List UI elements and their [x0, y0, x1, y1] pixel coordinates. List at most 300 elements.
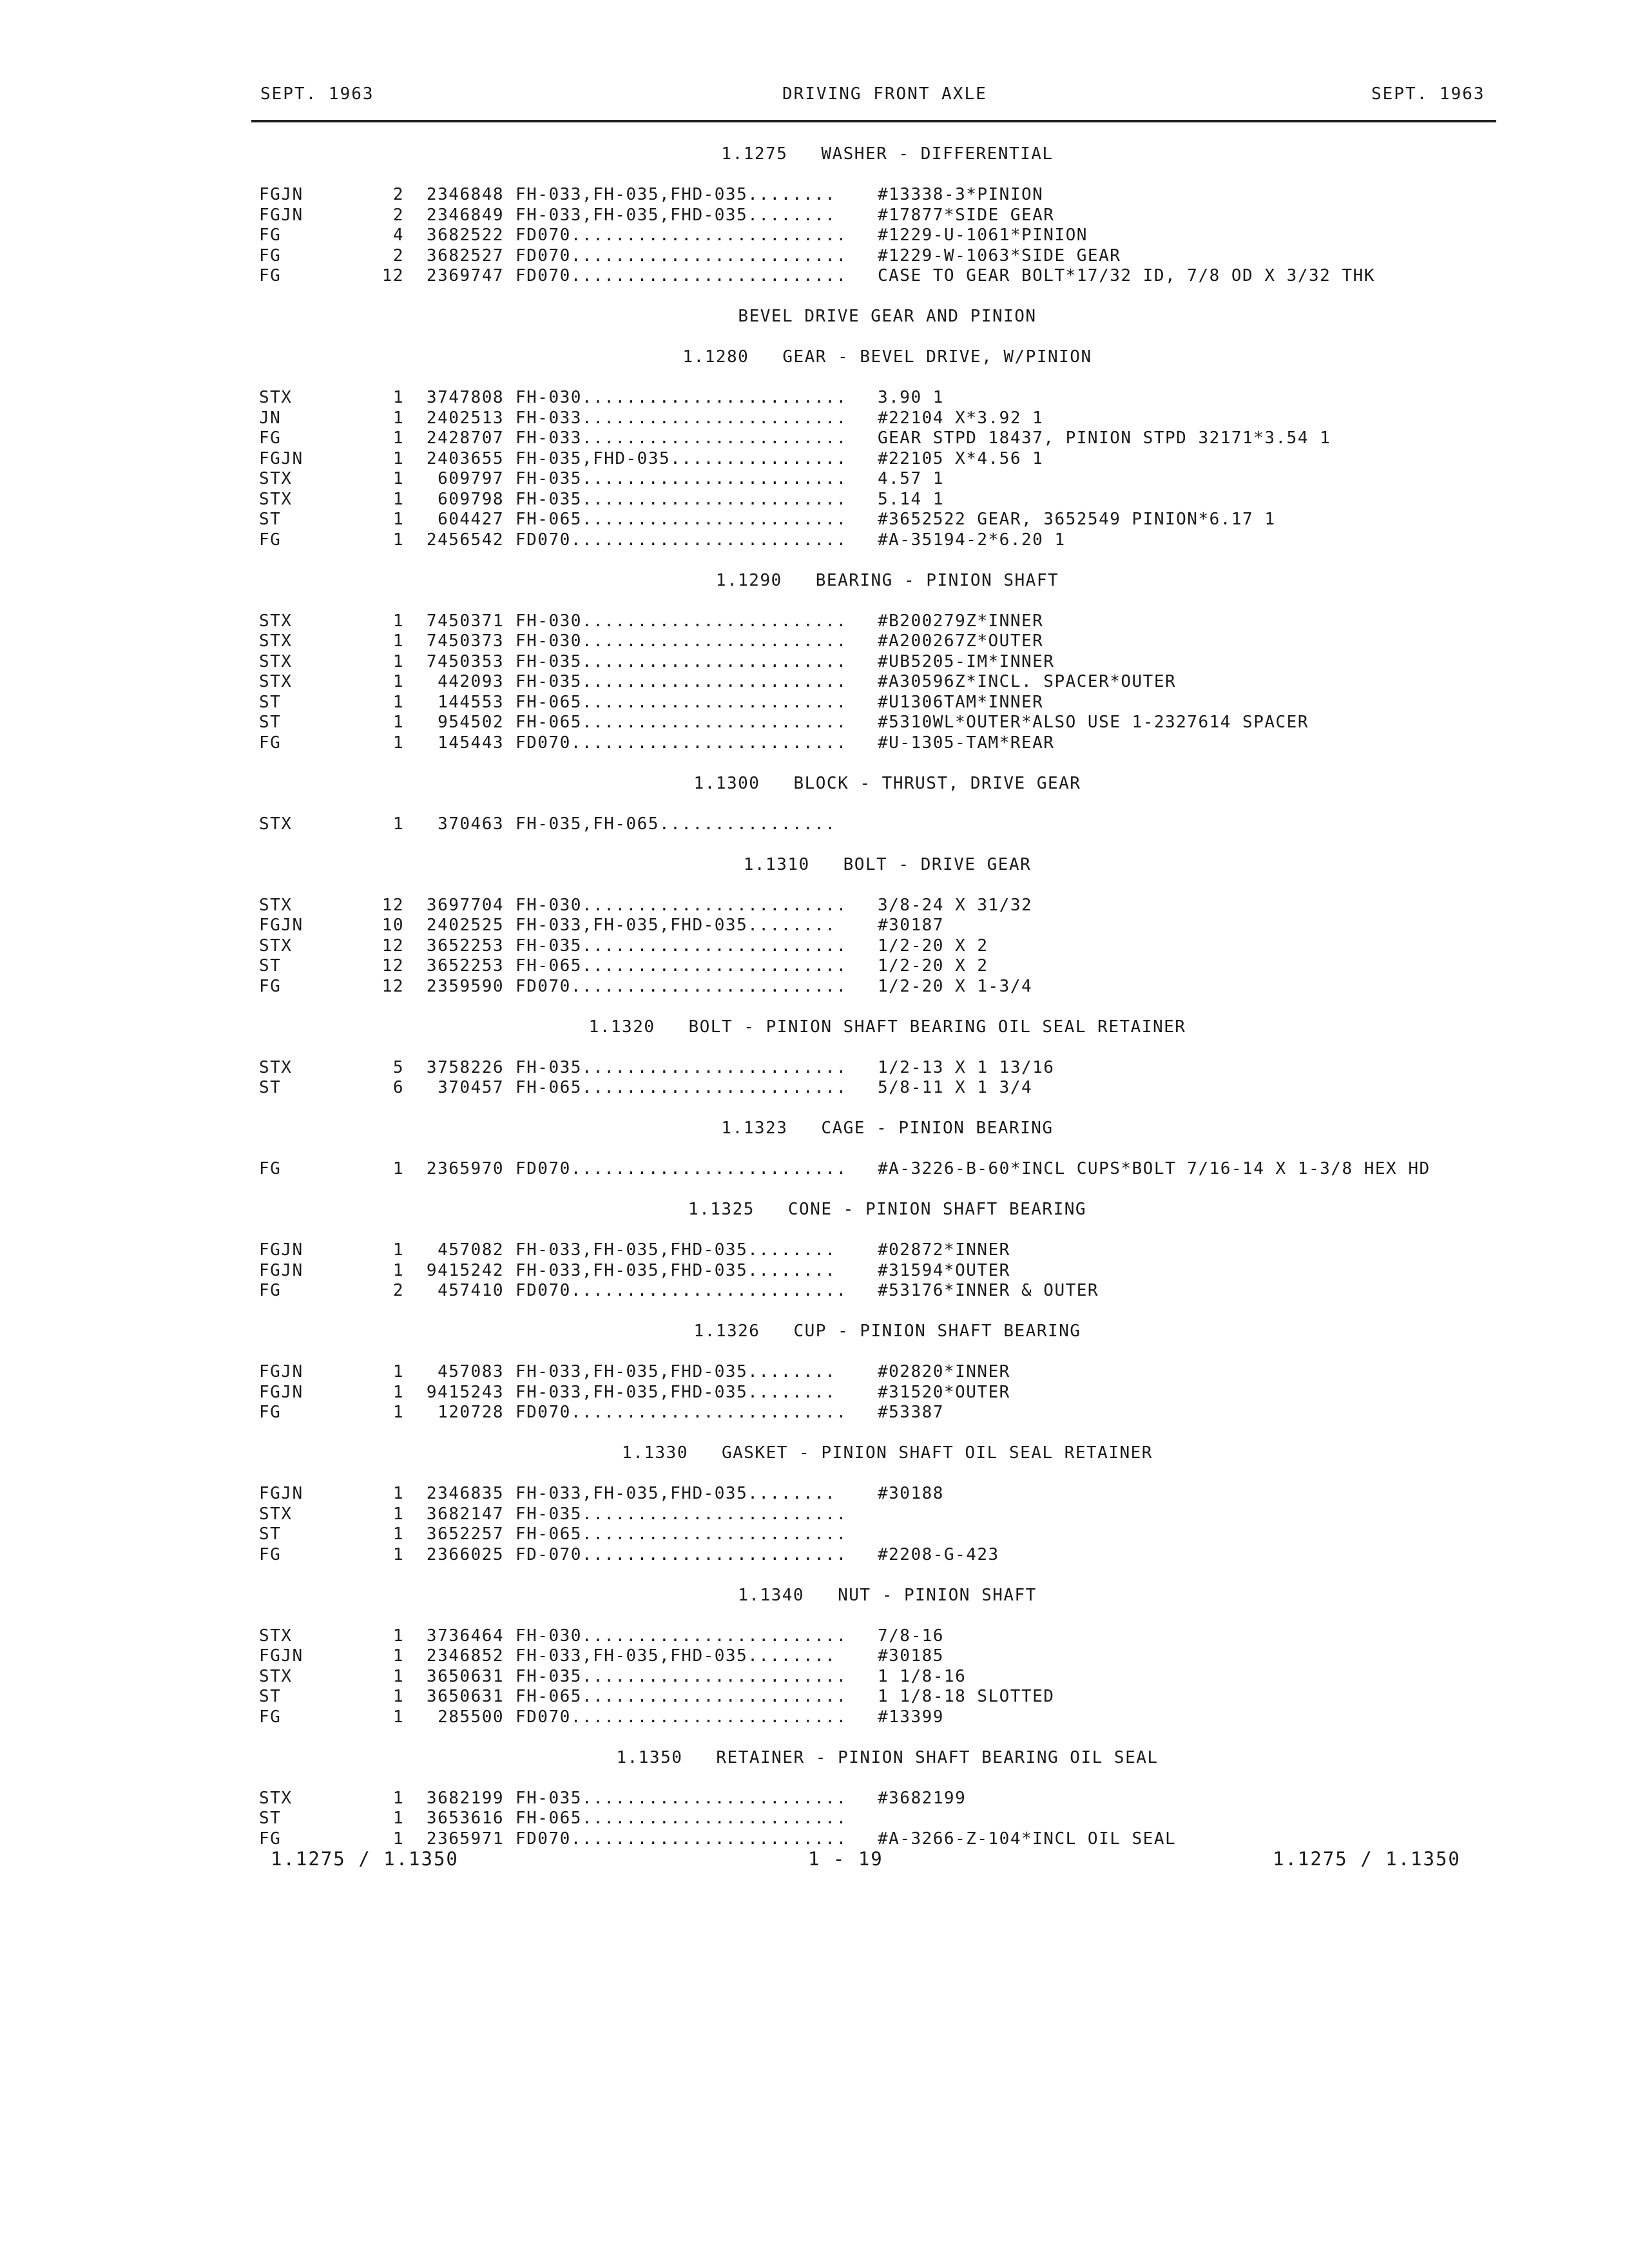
- section-title: CUP - PINION SHAFT BEARING: [793, 1321, 1081, 1341]
- model-list: FD-070........................: [516, 1544, 847, 1564]
- model-list: FH-033,FH-035,FHD-035........: [516, 1362, 836, 1381]
- model-list: FH-035........................: [516, 1666, 847, 1686]
- part-row: [259, 1707, 1496, 1728]
- model-list: FH-033,FH-035,FHD-035........: [516, 1646, 836, 1666]
- applicability-code: FGJN: [259, 1484, 304, 1503]
- section-heading: [259, 1017, 1226, 1038]
- quantity: 1: [392, 1707, 404, 1727]
- part-row: [259, 1261, 1496, 1282]
- model-list: FH-065........................: [516, 510, 847, 529]
- quantity: 1: [392, 1544, 404, 1564]
- part-number: 3697704: [426, 895, 504, 915]
- model-list: FD070.........................: [516, 226, 847, 245]
- part-row: [259, 956, 1496, 977]
- applicability-code: ST: [259, 956, 282, 975]
- part-number: 7450371: [426, 611, 504, 631]
- parts-list: [259, 144, 1496, 1870]
- quantity: 1: [392, 469, 404, 488]
- spacer: [259, 550, 1496, 571]
- header-date-left: SEPT. 1963: [260, 84, 374, 104]
- spacer: [259, 1302, 1496, 1322]
- part-number: 457083: [438, 1362, 504, 1381]
- model-list: FH-033........................: [516, 428, 847, 448]
- quantity: 1: [392, 1504, 404, 1524]
- header-rule: [251, 120, 1496, 122]
- description: #30187: [878, 916, 944, 935]
- description: #UB5205-IM*INNER: [878, 651, 1055, 671]
- spacer: [259, 1099, 1496, 1119]
- description: #A-3266-Z-104*INCL OIL SEAL: [878, 1829, 1177, 1849]
- part-row: [259, 388, 1496, 408]
- applicability-code: STX: [259, 1057, 293, 1077]
- quantity: 4: [392, 226, 404, 245]
- applicability-code: STX: [259, 1788, 293, 1808]
- applicability-code: STX: [259, 388, 293, 407]
- section-number: 1.1275: [721, 144, 788, 164]
- part-number: 3682527: [426, 245, 504, 265]
- description: #A200267Z*OUTER: [878, 631, 1044, 651]
- applicability-code: STX: [259, 672, 293, 691]
- quantity: 1: [392, 1403, 404, 1422]
- part-number: 2365971: [426, 1829, 504, 1849]
- applicability-code: STX: [259, 1666, 293, 1686]
- part-number: 604427: [438, 510, 504, 529]
- model-list: FH-033........................: [516, 408, 847, 428]
- applicability-code: FG: [259, 976, 282, 996]
- part-number: 3736464: [426, 1626, 504, 1646]
- part-row: [259, 1403, 1496, 1423]
- quantity: 12: [381, 266, 404, 285]
- description: #3682199: [878, 1788, 967, 1808]
- part-row: [259, 469, 1496, 490]
- spacer: [259, 1342, 1496, 1363]
- model-list: FH-033,FH-035,FHD-035........: [516, 205, 836, 225]
- description: #31594*OUTER: [878, 1260, 1010, 1280]
- description: #22104 X*3.92 1: [878, 408, 1044, 428]
- section-number: 1.1326: [693, 1321, 760, 1341]
- spacer: [259, 591, 1496, 611]
- applicability-code: STX: [259, 651, 293, 671]
- description: #5310WL*OUTER*ALSO USE 1-2327614 SPACER: [878, 713, 1309, 732]
- applicability-code: ST: [259, 1524, 282, 1544]
- part-number: 9415243: [426, 1382, 504, 1402]
- model-list: FH-065........................: [516, 956, 847, 975]
- part-row: [259, 1159, 1496, 1180]
- part-number: 3758226: [426, 1057, 504, 1077]
- spacer: [259, 1037, 1496, 1058]
- part-number: 2428707: [426, 428, 504, 448]
- section-title: BOLT - DRIVE GEAR: [843, 854, 1032, 874]
- model-list: FD070.........................: [516, 1159, 847, 1178]
- spacer: [259, 794, 1496, 814]
- spacer: [259, 368, 1496, 389]
- part-row: [259, 1504, 1496, 1525]
- section-number: 1.1323: [721, 1119, 788, 1138]
- applicability-code: ST: [259, 692, 282, 712]
- part-number: 954502: [438, 713, 504, 732]
- part-row: [259, 266, 1496, 287]
- part-row: [259, 428, 1496, 449]
- model-list: FD070.........................: [516, 976, 847, 996]
- description: #30188: [878, 1484, 944, 1503]
- model-list: FH-065........................: [516, 1078, 847, 1097]
- section-heading: [259, 855, 1226, 876]
- model-list: FH-065........................: [516, 1524, 847, 1544]
- section-heading: [259, 1321, 1226, 1342]
- description: #53176*INNER & OUTER: [878, 1281, 1099, 1300]
- part-number: 2346848: [426, 185, 504, 204]
- part-row: [259, 1281, 1496, 1302]
- quantity: 1: [392, 651, 404, 671]
- quantity: 1: [392, 1788, 404, 1808]
- description: 1/2-20 X 1-3/4: [878, 976, 1033, 996]
- spacer: [259, 1727, 1496, 1748]
- part-number: 2346835: [426, 1484, 504, 1503]
- description: #1229-W-1063*SIDE GEAR: [878, 245, 1121, 265]
- part-number: 3682199: [426, 1788, 504, 1808]
- applicability-code: FG: [259, 1159, 282, 1178]
- quantity: 12: [381, 895, 404, 915]
- description: #U-1305-TAM*REAR: [878, 733, 1055, 753]
- description: #U1306TAM*INNER: [878, 692, 1044, 712]
- part-row: [259, 1484, 1496, 1504]
- part-number: 609798: [438, 489, 504, 509]
- part-number: 145443: [438, 733, 504, 753]
- applicability-code: STX: [259, 631, 293, 651]
- part-row: [259, 206, 1496, 226]
- model-list: FH-033,FH-035,FHD-035........: [516, 185, 836, 204]
- part-row: [259, 1687, 1496, 1707]
- model-list: FH-065........................: [516, 692, 847, 712]
- applicability-code: FG: [259, 1403, 282, 1422]
- description: 5.14 1: [878, 489, 944, 509]
- part-row: [259, 672, 1496, 693]
- part-number: 120728: [438, 1403, 504, 1422]
- part-row: [259, 246, 1496, 267]
- applicability-code: FGJN: [259, 916, 304, 935]
- section-title: GASKET - PINION SHAFT OIL SEAL RETAINER: [721, 1443, 1153, 1463]
- description: CASE TO GEAR BOLT*17/32 ID, 7/8 OD X 3/32 THK: [878, 266, 1375, 285]
- quantity: 6: [392, 1078, 404, 1097]
- part-number: 3682522: [426, 226, 504, 245]
- applicability-code: STX: [259, 1626, 293, 1646]
- footer-range-left: 1.1275 / 1.1350: [271, 1848, 459, 1870]
- applicability-code: FGJN: [259, 1240, 304, 1260]
- model-list: FD070.........................: [516, 1829, 847, 1849]
- description: 5/8-11 X 1 3/4: [878, 1078, 1033, 1097]
- section-title: RETAINER - PINION SHAFT BEARING OIL SEAL: [716, 1747, 1159, 1767]
- quantity: 1: [392, 1382, 404, 1402]
- description: #2208-G-423: [878, 1544, 999, 1564]
- spacer: [259, 753, 1496, 774]
- quantity: 1: [392, 489, 404, 509]
- header-title: DRIVING FRONT AXLE: [782, 84, 987, 104]
- part-row: [259, 896, 1496, 916]
- spacer: [259, 1180, 1496, 1200]
- model-list: FH-033,FH-035,FHD-035........: [516, 1260, 836, 1280]
- section-heading: [259, 1586, 1226, 1606]
- description: 3.90 1: [878, 388, 944, 407]
- part-number: 144553: [438, 692, 504, 712]
- spacer: [259, 1423, 1496, 1444]
- model-list: FD070.........................: [516, 733, 847, 753]
- quantity: 2: [392, 205, 404, 225]
- quantity: 2: [392, 245, 404, 265]
- description: 1 1/8-16: [878, 1666, 967, 1686]
- model-list: FH-035........................: [516, 1788, 847, 1808]
- header-date-right: SEPT. 1963: [1371, 84, 1485, 104]
- model-list: FH-035........................: [516, 672, 847, 691]
- spacer: [259, 997, 1496, 1017]
- model-list: FD070.........................: [516, 1403, 847, 1422]
- quantity: 1: [392, 1829, 404, 1849]
- applicability-code: FG: [259, 428, 282, 448]
- spacer: [259, 875, 1496, 896]
- part-row: [259, 1545, 1496, 1566]
- section-number: 1.1320: [588, 1017, 655, 1037]
- description: 1/2-13 X 1 13/16: [878, 1057, 1055, 1077]
- part-number: 3653616: [426, 1809, 504, 1828]
- part-number: 3682147: [426, 1504, 504, 1524]
- applicability-code: FG: [259, 1707, 282, 1727]
- part-number: 609797: [438, 469, 504, 488]
- description: 3/8-24 X 31/32: [878, 895, 1033, 915]
- footer-page-number: 1 - 19: [808, 1848, 883, 1870]
- section-title: BLOCK - THRUST, DRIVE GEAR: [793, 773, 1081, 793]
- part-row: [259, 510, 1496, 530]
- section-number: 1.1280: [682, 347, 749, 367]
- model-list: FH-030........................: [516, 1626, 847, 1646]
- section-title: CAGE - PINION BEARING: [821, 1119, 1054, 1138]
- applicability-code: STX: [259, 895, 293, 915]
- part-row: [259, 916, 1496, 936]
- quantity: 1: [392, 1809, 404, 1828]
- model-list: FH-030........................: [516, 895, 847, 915]
- section-heading: [259, 144, 1226, 165]
- model-list: FH-030........................: [516, 388, 847, 407]
- applicability-code: STX: [259, 936, 293, 956]
- applicability-code: STX: [259, 469, 293, 488]
- model-list: FH-035........................: [516, 469, 847, 488]
- spacer: [259, 165, 1496, 186]
- description: #17877*SIDE GEAR: [878, 205, 1055, 225]
- description: 4.57 1: [878, 469, 944, 488]
- part-number: 7450373: [426, 631, 504, 651]
- model-list: FD070.........................: [516, 530, 847, 550]
- part-row: [259, 408, 1496, 429]
- applicability-code: FGJN: [259, 1382, 304, 1402]
- applicability-code: FGJN: [259, 1260, 304, 1280]
- applicability-code: STX: [259, 611, 293, 631]
- applicability-code: FGJN: [259, 448, 304, 468]
- model-list: FD070.........................: [516, 245, 847, 265]
- model-list: FH-033,FH-035,FHD-035........: [516, 1382, 836, 1402]
- section-number: 1.1290: [715, 570, 782, 590]
- model-list: FH-065........................: [516, 1687, 847, 1706]
- part-number: 370463: [438, 814, 504, 834]
- part-number: 2402513: [426, 408, 504, 428]
- part-number: 457082: [438, 1240, 504, 1260]
- description: 1/2-20 X 2: [878, 936, 988, 956]
- quantity: 1: [392, 1260, 404, 1280]
- model-list: FH-035........................: [516, 1057, 847, 1077]
- applicability-code: ST: [259, 510, 282, 529]
- model-list: FD070.........................: [516, 1281, 847, 1300]
- quantity: 1: [392, 713, 404, 732]
- part-number: 7450353: [426, 651, 504, 671]
- description: #30185: [878, 1646, 944, 1666]
- quantity: 1: [392, 530, 404, 550]
- section-heading: [259, 774, 1226, 794]
- description: #B200279Z*INNER: [878, 611, 1044, 631]
- applicability-code: STX: [259, 489, 293, 509]
- quantity: 5: [392, 1057, 404, 1077]
- applicability-code: FGJN: [259, 1646, 304, 1666]
- spacer: [259, 287, 1496, 307]
- description: #1229-U-1061*PINION: [878, 226, 1088, 245]
- section-number: 1.1330: [622, 1443, 688, 1463]
- part-row: [259, 1524, 1496, 1545]
- model-list: FD070.........................: [516, 266, 847, 285]
- description: #02820*INNER: [878, 1362, 1010, 1381]
- model-list: FH-065........................: [516, 1809, 847, 1828]
- applicability-code: FG: [259, 245, 282, 265]
- section-title: BEARING - PINION SHAFT: [815, 570, 1059, 590]
- part-number: 3650631: [426, 1687, 504, 1706]
- part-number: 2369747: [426, 266, 504, 285]
- part-row: [259, 185, 1496, 206]
- quantity: 1: [392, 1666, 404, 1686]
- description: #02872*INNER: [878, 1240, 1010, 1260]
- part-number: 2456542: [426, 530, 504, 550]
- applicability-code: FG: [259, 266, 282, 285]
- section-heading: [259, 1200, 1226, 1220]
- spacer: [259, 327, 1496, 348]
- model-list: FH-065........................: [516, 713, 847, 732]
- description: #13338-3*PINION: [878, 185, 1044, 204]
- model-list: FH-035........................: [516, 651, 847, 671]
- part-row: [259, 1789, 1496, 1809]
- model-list: FH-033,FH-035,FHD-035........: [516, 916, 836, 935]
- section-heading: [259, 1119, 1226, 1139]
- quantity: 1: [392, 1159, 404, 1178]
- part-row: [259, 1383, 1496, 1403]
- part-row: [259, 936, 1496, 957]
- description: #A-3226-B-60*INCL CUPS*BOLT 7/16-14 X 1-3/8 HEX HD: [878, 1159, 1431, 1178]
- model-list: FD070.........................: [516, 1707, 847, 1727]
- section-heading: [259, 1748, 1226, 1769]
- quantity: 1: [392, 388, 404, 407]
- description: #A30596Z*INCL. SPACER*OUTER: [878, 672, 1177, 691]
- part-number: 3652253: [426, 956, 504, 975]
- part-row: [259, 733, 1496, 754]
- part-number: 442093: [438, 672, 504, 691]
- applicability-code: JN: [259, 408, 282, 428]
- part-row: [259, 1626, 1496, 1647]
- part-number: 3652253: [426, 936, 504, 956]
- description: #31520*OUTER: [878, 1382, 1010, 1402]
- model-list: FH-033,FH-035,FHD-035........: [516, 1240, 836, 1260]
- part-row: [259, 530, 1496, 551]
- applicability-code: FGJN: [259, 205, 304, 225]
- model-list: FH-035,FH-065................: [516, 814, 836, 834]
- section-title: CONE - PINION SHAFT BEARING: [787, 1200, 1087, 1219]
- section-number: 1.1350: [616, 1747, 683, 1767]
- part-row: [259, 1058, 1496, 1079]
- part-row: [259, 1667, 1496, 1687]
- applicability-code: FG: [259, 1544, 282, 1564]
- part-row: [259, 490, 1496, 510]
- description: #13399: [878, 1707, 944, 1727]
- section-heading: [259, 347, 1226, 368]
- section-number: 1.1325: [688, 1200, 755, 1219]
- spacer: [259, 1768, 1496, 1789]
- part-row: [259, 449, 1496, 470]
- part-row: [259, 814, 1496, 835]
- quantity: 12: [381, 936, 404, 956]
- footer-range-right: 1.1275 / 1.1350: [1273, 1848, 1461, 1870]
- model-list: FH-033,FH-035,FHD-035........: [516, 1484, 836, 1503]
- quantity: 1: [392, 408, 404, 428]
- applicability-code: ST: [259, 713, 282, 732]
- part-row: [259, 631, 1496, 652]
- part-row: [259, 1809, 1496, 1829]
- description: GEAR STPD 18437, PINION STPD 32171*3.54 1: [878, 428, 1331, 448]
- applicability-code: FG: [259, 1281, 282, 1300]
- spacer: [259, 1565, 1496, 1586]
- applicability-code: FG: [259, 1829, 282, 1849]
- part-number: 3652257: [426, 1524, 504, 1544]
- quantity: 10: [381, 916, 404, 935]
- part-row: [259, 652, 1496, 673]
- quantity: 1: [392, 1240, 404, 1260]
- quantity: 1: [392, 428, 404, 448]
- applicability-code: FGJN: [259, 185, 304, 204]
- spacer: [259, 1606, 1496, 1626]
- section-heading: [259, 571, 1226, 591]
- quantity: 1: [392, 1362, 404, 1381]
- section-title: GEAR - BEVEL DRIVE, W/PINION: [782, 347, 1092, 367]
- quantity: 1: [392, 814, 404, 834]
- model-list: FH-035........................: [516, 936, 847, 956]
- description: #3652522 GEAR, 3652549 PINION*6.17 1: [878, 510, 1276, 529]
- part-number: 2403655: [426, 448, 504, 468]
- part-row: [259, 611, 1496, 632]
- quantity: 1: [392, 1484, 404, 1503]
- part-number: 285500: [438, 1707, 504, 1727]
- spacer: [259, 1464, 1496, 1485]
- quantity: 12: [381, 956, 404, 975]
- applicability-code: ST: [259, 1687, 282, 1706]
- quantity: 1: [392, 1626, 404, 1646]
- part-number: 2365970: [426, 1159, 504, 1178]
- quantity: 1: [392, 692, 404, 712]
- quantity: 1: [392, 672, 404, 691]
- model-list: FH-030........................: [516, 631, 847, 651]
- applicability-code: STX: [259, 1504, 293, 1524]
- quantity: 1: [392, 1524, 404, 1544]
- applicability-code: FGJN: [259, 1362, 304, 1381]
- description: 7/8-16: [878, 1626, 944, 1646]
- part-row: [259, 1240, 1496, 1261]
- section-number: 1.1340: [738, 1585, 805, 1605]
- spacer: [259, 834, 1496, 855]
- description: #A-35194-2*6.20 1: [878, 530, 1066, 550]
- quantity: 1: [392, 631, 404, 651]
- applicability-code: FG: [259, 530, 282, 550]
- section-number: 1.1300: [693, 773, 760, 793]
- part-number: 9415242: [426, 1260, 504, 1280]
